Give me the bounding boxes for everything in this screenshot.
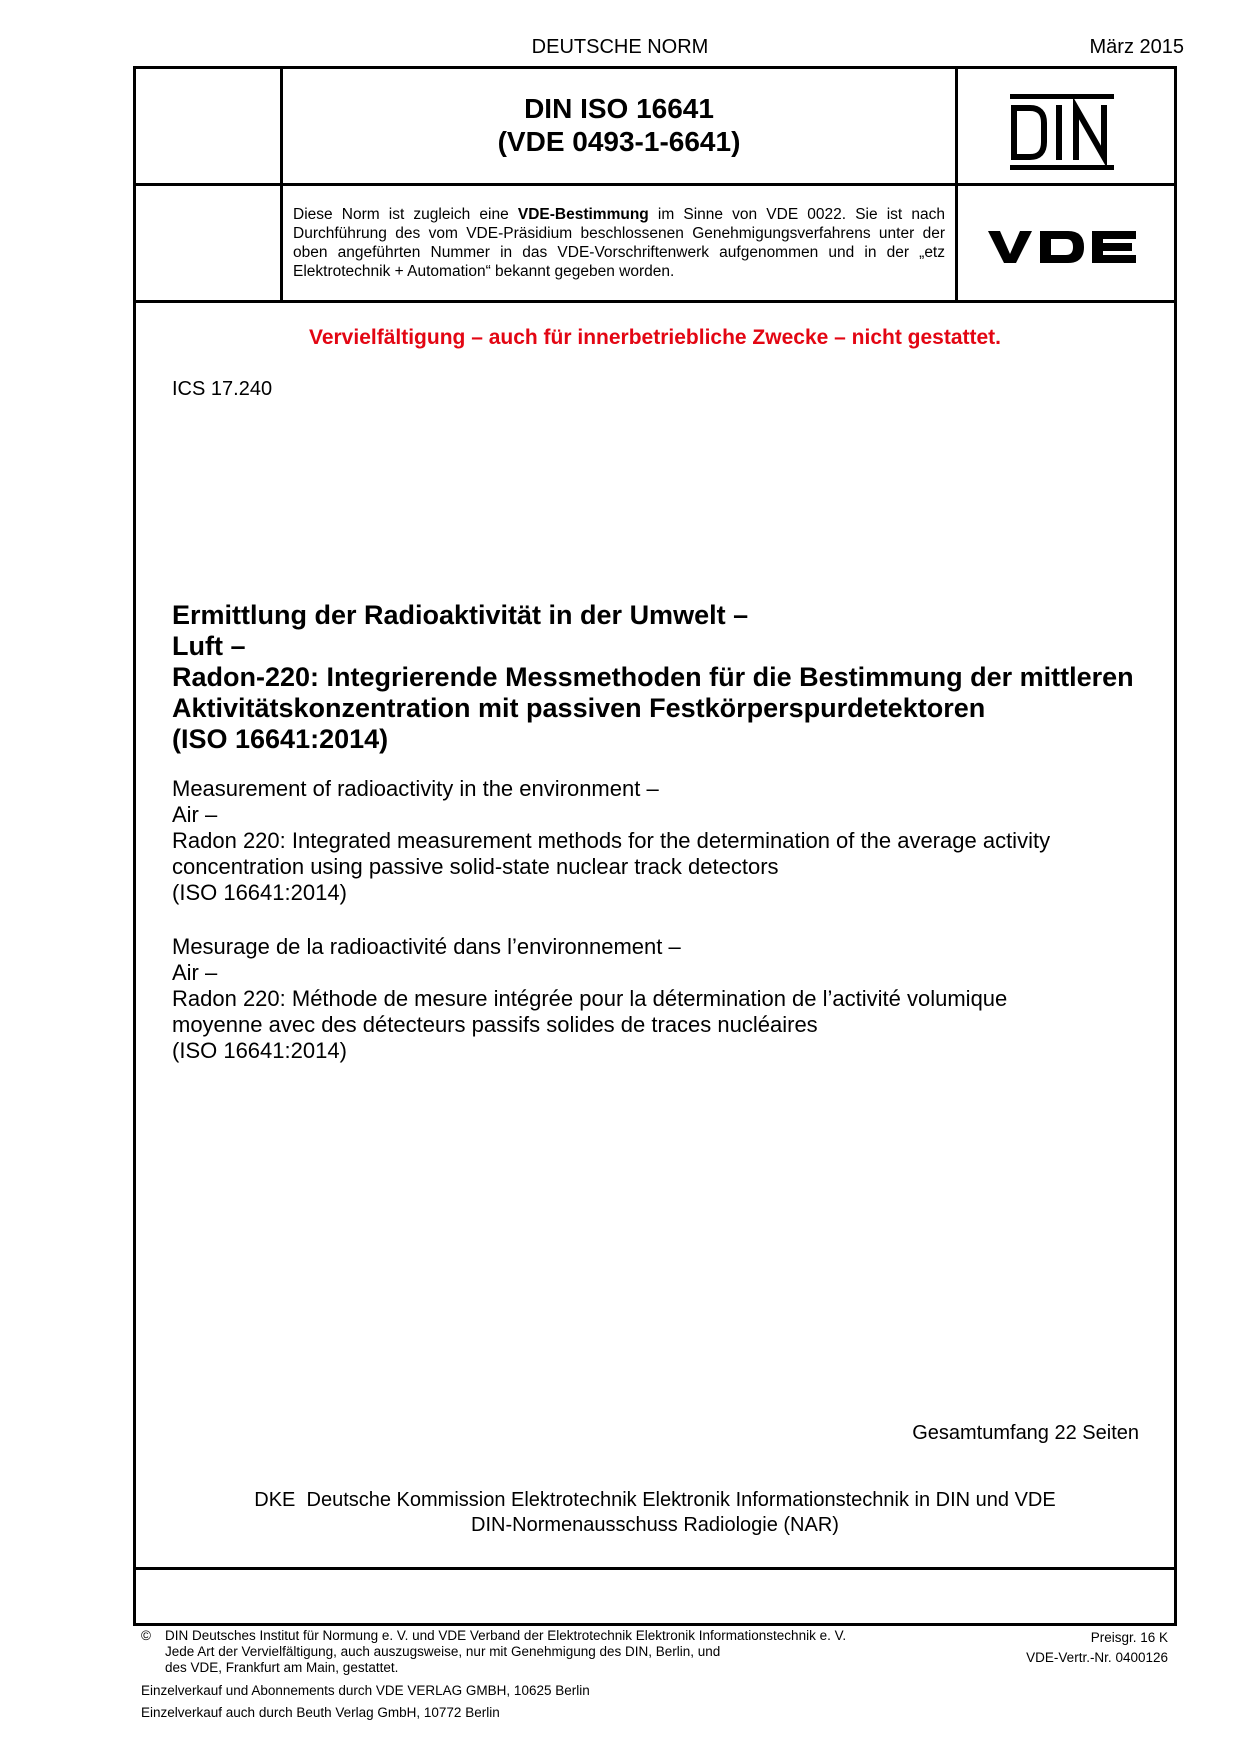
- header-divider-middle: [133, 183, 1177, 186]
- vde-note-bold: VDE-Bestimmung: [517, 206, 649, 223]
- vde-note-text-1: Diese Norm ist zugleich eine: [293, 206, 518, 223]
- title-line: Ermittlung der Radioaktivität in der Umwelt –: [172, 600, 749, 630]
- price-group: Preisgr. 16 K: [1090, 1630, 1168, 1645]
- copyright-line-2: Jede Art der Vervielfältigung, auch auszugsweise, nur mit Genehmigung des DIN, Berlin, und: [165, 1644, 721, 1659]
- title-line: Luft –: [172, 631, 246, 661]
- vde-regulation-note: [293, 205, 945, 281]
- standard-number: [286, 92, 952, 158]
- ics-code: ICS 17.240: [172, 378, 273, 400]
- committee: [136, 1488, 1174, 1538]
- committee-line: DKE Deutsche Kommission Elektrotechnik Elektronik Informationstechnik in DIN und VDE: [254, 1489, 1056, 1511]
- din-logo: [1010, 94, 1114, 175]
- title-german: [172, 600, 1152, 755]
- document-type: DEUTSCHE NORM: [531, 36, 709, 58]
- publication-date: März 2015: [1089, 36, 1184, 58]
- copyright-sign: ©: [141, 1628, 151, 1643]
- title-line: Measurement of radioactivity in the environment –: [172, 776, 659, 801]
- standard-number-vde: (VDE 0493-1-6641): [497, 126, 741, 157]
- title-line: Aktivitätskonzentration mit passiven Festkörperspurdetektoren: [172, 693, 986, 723]
- title-line: Radon-220: Integrierende Messmethoden für die Bestimmung der mittleren: [172, 662, 1134, 692]
- committee-line: DIN-Normenausschuss Radiologie (NAR): [471, 1514, 839, 1536]
- copyright-notice: [141, 1628, 961, 1676]
- title-french: [172, 934, 1152, 1064]
- copyright-line-3: des VDE, Frankfurt am Main, gestattet.: [165, 1660, 399, 1675]
- vde-logo-icon: [988, 228, 1138, 266]
- title-line: (ISO 16641:2014): [172, 724, 389, 754]
- standard-number-din: DIN ISO 16641: [524, 93, 714, 124]
- title-line: (ISO 16641:2014): [172, 880, 347, 905]
- title-line: concentration using passive solid-state nuclear track detectors: [172, 854, 779, 879]
- total-pages: Gesamtumfang 22 Seiten: [912, 1422, 1139, 1444]
- copyright-text: DIN Deutsches Institut für Normung e. V. und VDE Verband der Elektrotechnik Elektronik Informationstechnik e. V.: [165, 1628, 847, 1643]
- sales-info-vde: Einzelverkauf und Abonnements durch VDE VERLAG GMBH, 10625 Berlin: [141, 1683, 590, 1698]
- title-english: [172, 776, 1152, 906]
- order-number: VDE-Vertr.-Nr. 0400126: [1026, 1650, 1168, 1665]
- title-line: Air –: [172, 802, 218, 827]
- vde-logo: [988, 228, 1138, 271]
- vde-note-text-2: im Sinne von VDE 0022. Sie ist nach Durchführung des vom VDE-Präsidium beschlossenen Genehmigungsverfahrens unter der oben angeführten Nummer in das VDE-Vorschriftenwerk aufgenommen und in der „etz Elektrotechnik + Automation“ bekannt gegeben worden.: [293, 206, 945, 280]
- title-line: Radon 220: Integrated measurement methods for the determination of the average activity: [172, 828, 1051, 853]
- title-line: Mesurage de la radioactivité dans l’environnement –: [172, 934, 681, 959]
- price-info: [1026, 1628, 1168, 1668]
- title-line: Air –: [172, 960, 218, 985]
- footer-divider: [133, 1567, 1177, 1570]
- reproduction-notice: Vervielfältigung – auch für innerbetriebliche Zwecke – nicht gestattet.: [308, 326, 1001, 349]
- title-line: moyenne avec des détecteurs passifs solides de traces nucléaires: [172, 1012, 818, 1037]
- copyright-line-1: [141, 1628, 961, 1644]
- title-line: Radon 220: Méthode de mesure intégrée pour la détermination de l’activité volumique: [172, 986, 1008, 1011]
- din-logo-icon: [1010, 94, 1114, 170]
- title-line: (ISO 16641:2014): [172, 1038, 347, 1063]
- header-divider-bottom: [133, 300, 1177, 303]
- sales-info-beuth: Einzelverkauf auch durch Beuth Verlag GmbH, 10772 Berlin: [141, 1705, 500, 1720]
